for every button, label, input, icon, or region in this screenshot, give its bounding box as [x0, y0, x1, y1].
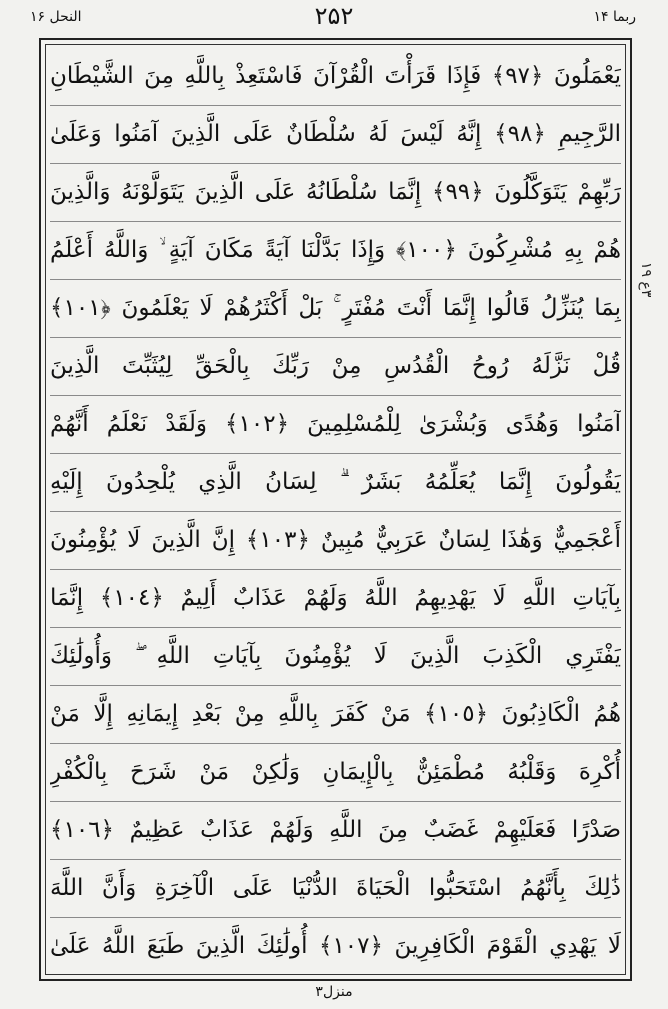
line-divider	[50, 859, 621, 860]
text-line-7: آمَنُوا وَهُدًى وَبُشْرَىٰ لِلْمُسْلِمِينَ ﴿١٠٢﴾ وَلَقَدْ نَعْلَمُ أَنَّهُمْ	[50, 411, 621, 437]
text-line-10: بِآيَاتِ اللَّهِ لَا يَهْدِيهِمُ اللَّهُ وَلَهُمْ عَذَابٌ أَلِيمٌ ﴿١٠٤﴾ إِنَّمَا	[50, 585, 621, 611]
page-header	[0, 0, 668, 40]
line-divider	[50, 685, 621, 686]
text-line-12: هُمُ الْكَاذِبُونَ ﴿١٠٥﴾ مَنْ كَفَرَ بِاللَّهِ مِنْ بَعْدِ إِيمَانِهِ إِلَّا مَنْ	[50, 701, 621, 727]
text-line-11: يَفْتَرِي الْكَذِبَ الَّذِينَ لَا يُؤْمِنُونَ بِآيَاتِ اللَّهِ ۖ وَأُولَٰئِكَ	[50, 643, 621, 669]
surah-label: النحل ۱۶	[30, 9, 82, 25]
text-line-14: صَدْرًا فَعَلَيْهِمْ غَضَبٌ مِنَ اللَّهِ وَلَهُمْ عَذَابٌ عَظِيمٌ ﴿١٠٦﴾	[50, 817, 621, 843]
manzil-footer: منزل۳	[315, 984, 353, 1000]
text-line-13: أُكْرِهَ وَقَلْبُهُ مُطْمَئِنٌّ بِالْإِيمَانِ وَلَٰكِنْ مَنْ شَرَحَ بِالْكُفْرِ	[50, 759, 621, 785]
text-line-15: ذَٰلِكَ بِأَنَّهُمُ اسْتَحَبُّوا الْحَيَاةَ الدُّنْيَا عَلَى الْآخِرَةِ وَأَنَّ اللَّهَ	[50, 875, 621, 901]
line-divider	[50, 801, 621, 802]
line-divider	[50, 917, 621, 918]
quran-text-block	[50, 48, 621, 972]
text-line-6: قُلْ نَزَّلَهُ رُوحُ الْقُدُسِ مِنْ رَبِّكَ بِالْحَقِّ لِيُثَبِّتَ الَّذِينَ	[50, 353, 621, 379]
text-line-2: الرَّجِيمِ ﴿٩٨﴾ إِنَّهُ لَيْسَ لَهُ سُلْطَانٌ عَلَى الَّذِينَ آمَنُوا وَعَلَىٰ	[50, 121, 621, 147]
line-divider	[50, 163, 621, 164]
line-divider	[50, 105, 621, 106]
text-line-4: هُمْ بِهِ مُشْرِكُونَ ﴿١٠٠﴾ وَإِذَا بَدَّلْنَا آيَةً مَكَانَ آيَةٍ ۙ وَاللَّهُ أَعْلَمُ	[50, 237, 621, 263]
line-divider	[50, 337, 621, 338]
line-divider	[50, 511, 621, 512]
line-divider	[50, 453, 621, 454]
text-line-3: رَبِّهِمْ يَتَوَكَّلُونَ ﴿٩٩﴾ إِنَّمَا سُلْطَانُهُ عَلَى الَّذِينَ يَتَوَلَّوْنَهُ وَالَّذِينَ	[50, 179, 621, 205]
side-note: ۳ع ۱۹	[638, 262, 654, 298]
line-divider	[50, 569, 621, 570]
line-divider	[50, 221, 621, 222]
page-number: ۲۵۲	[314, 2, 354, 30]
line-divider	[50, 279, 621, 280]
text-line-9: أَعْجَمِيٌّ وَهَٰذَا لِسَانٌ عَرَبِيٌّ مُبِينٌ ﴿١٠٣﴾ إِنَّ الَّذِينَ لَا يُؤْمِنُونَ	[50, 527, 621, 553]
juz-label: ربما ۱۴	[593, 9, 636, 25]
text-line-16: لَا يَهْدِي الْقَوْمَ الْكَافِرِينَ ﴿١٠٧﴾ أُولَٰئِكَ الَّذِينَ طَبَعَ اللَّهُ عَلَىٰ	[50, 933, 621, 959]
line-divider	[50, 627, 621, 628]
line-divider	[50, 743, 621, 744]
text-line-5: بِمَا يُنَزِّلُ قَالُوا إِنَّمَا أَنْتَ مُفْتَرٍ ۚ بَلْ أَكْثَرُهُمْ لَا يَعْلَمُونَ ﴿١٠١﴾	[50, 295, 621, 321]
text-line-1: يَعْمَلُونَ ﴿٩٧﴾ فَإِذَا قَرَأْتَ الْقُرْآنَ فَاسْتَعِذْ بِاللَّهِ مِنَ الشَّيْطَانِ	[50, 63, 621, 89]
text-line-8: يَقُولُونَ إِنَّمَا يُعَلِّمُهُ بَشَرٌ ۗ لِسَانُ الَّذِي يُلْحِدُونَ إِلَيْهِ	[50, 469, 621, 495]
line-divider	[50, 395, 621, 396]
